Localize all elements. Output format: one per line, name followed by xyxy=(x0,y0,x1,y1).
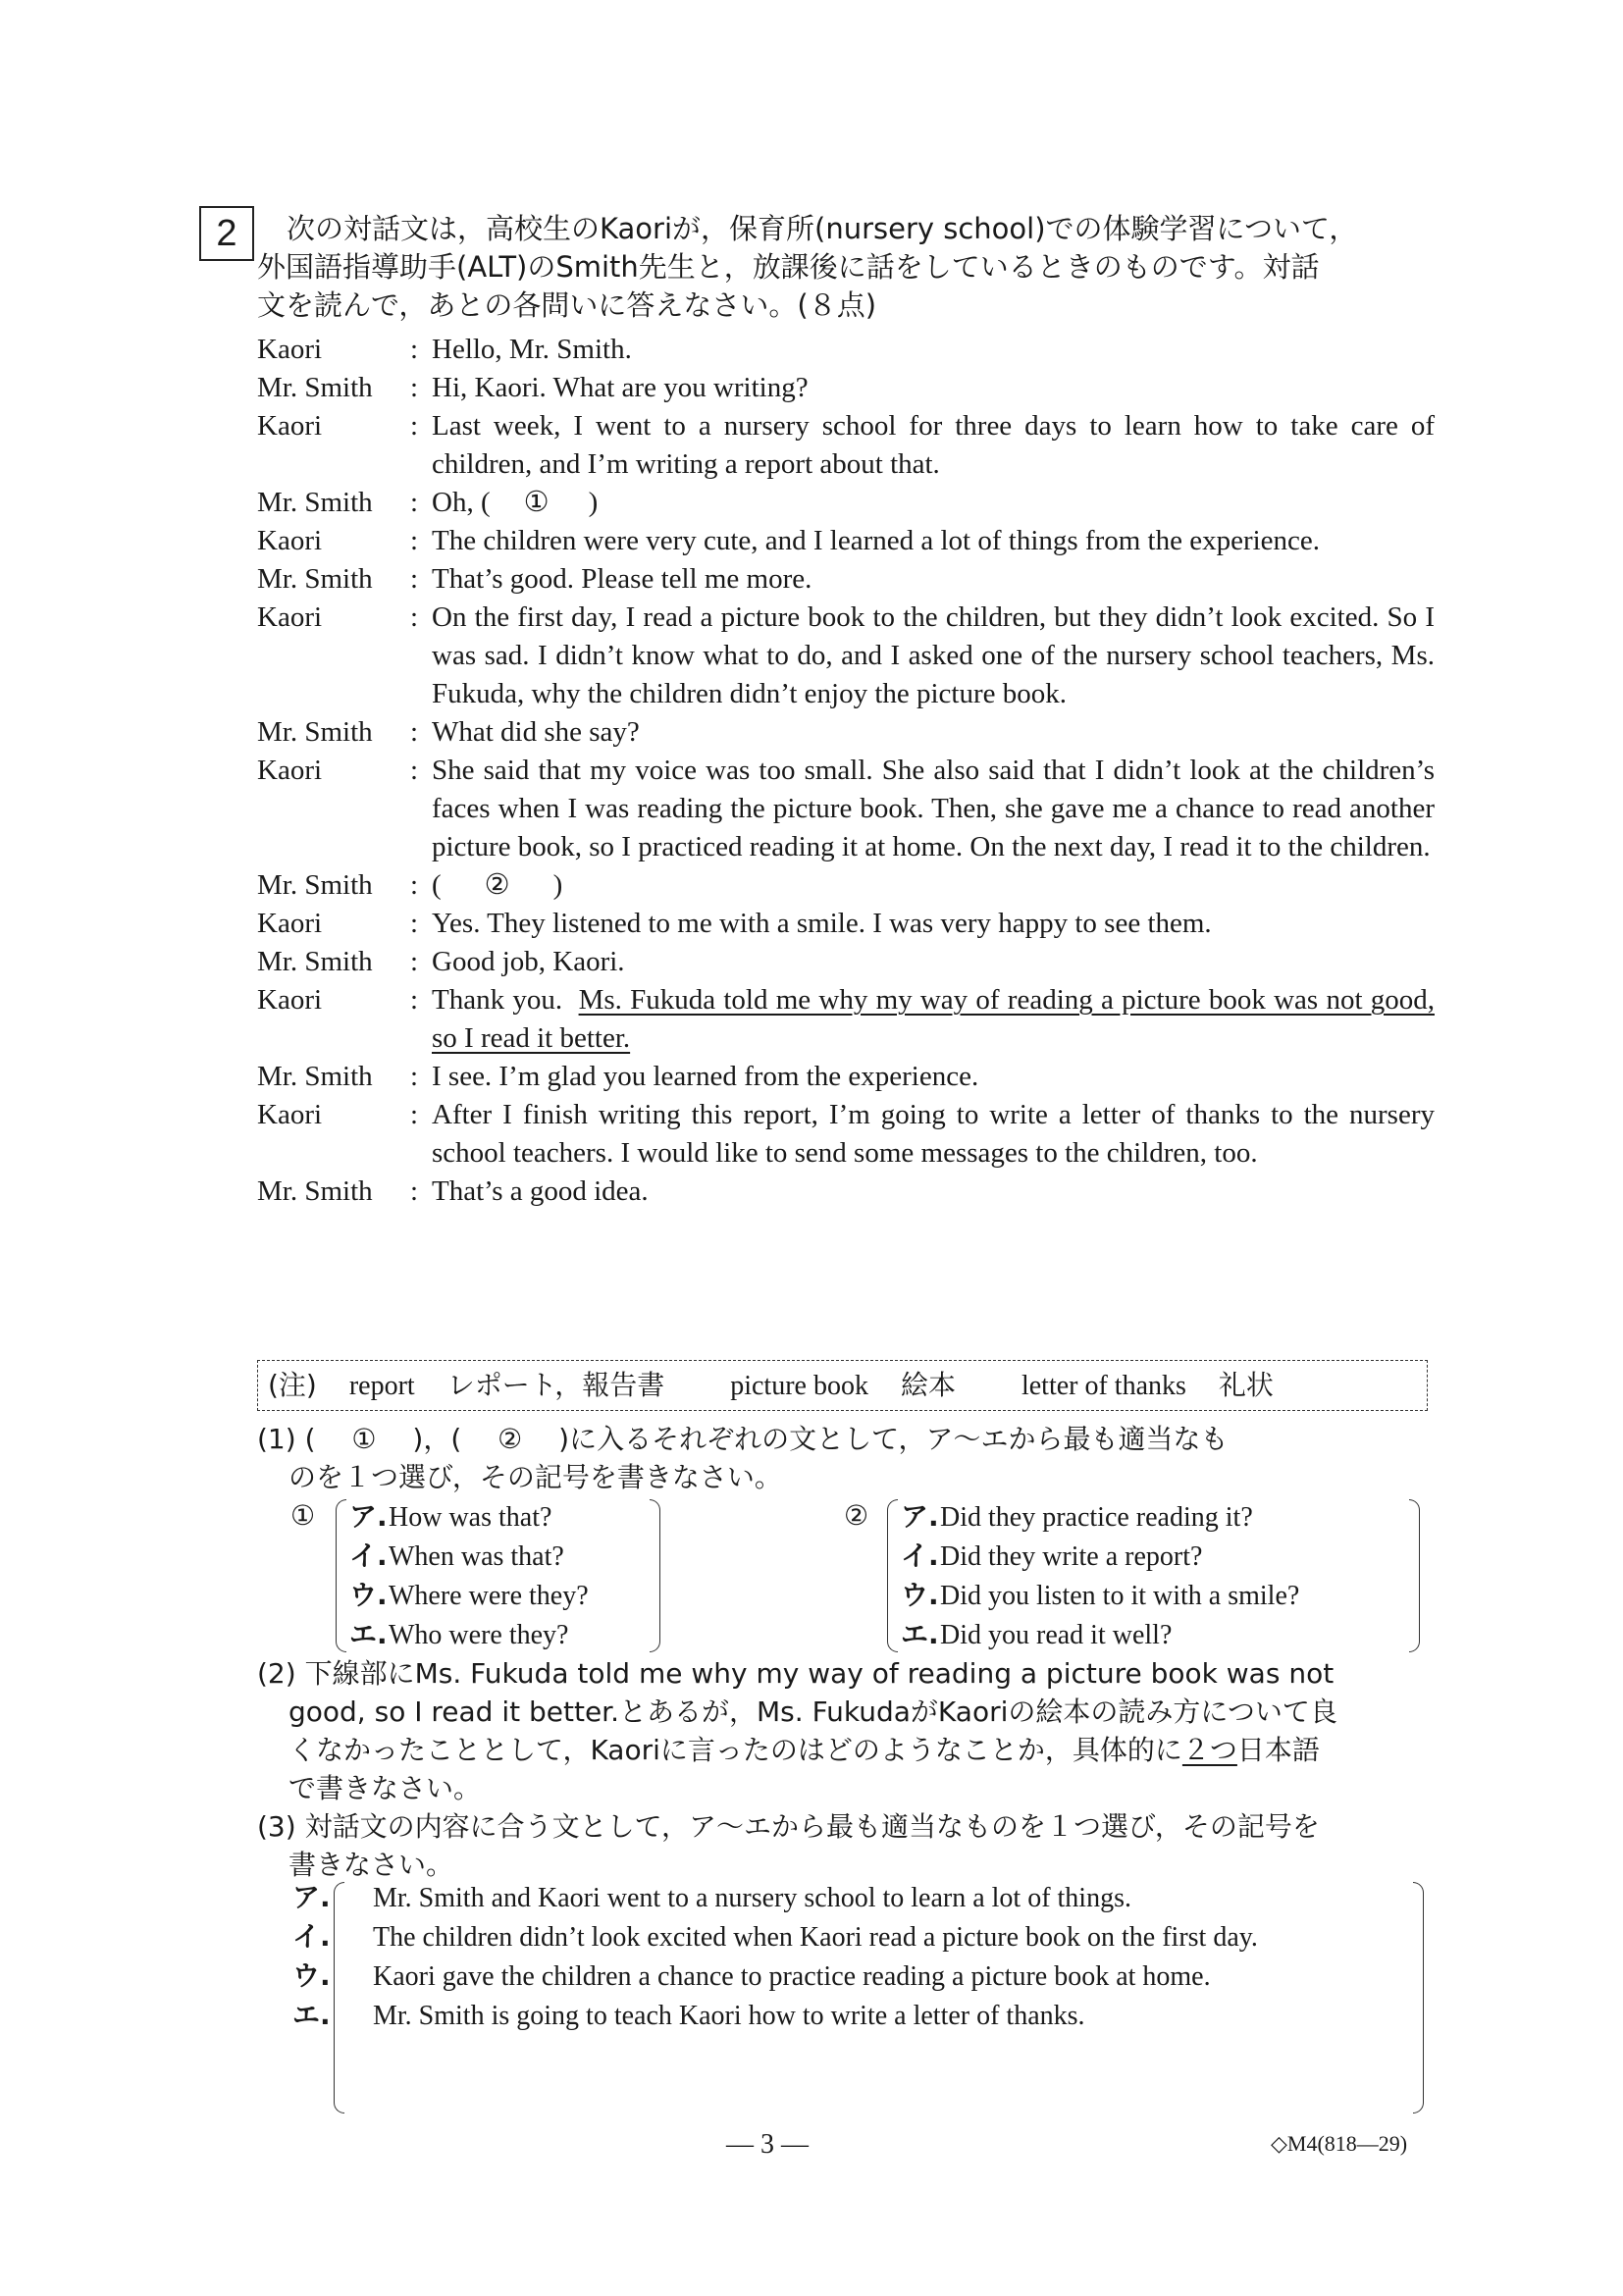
colon: : xyxy=(410,525,419,556)
option-u[interactable] xyxy=(292,1957,1428,1996)
option-text: Did they write a report? xyxy=(940,1541,1203,1572)
dialogue-turn xyxy=(257,905,1435,943)
question-2-text: くなかったこととして，Kaoriに言ったのはどのようなことか，具体的に xyxy=(288,1734,1182,1766)
option-marker: ア. xyxy=(349,1500,388,1533)
question-2-label: (2) xyxy=(257,1657,296,1690)
question-2 xyxy=(257,1654,1435,1807)
option-a[interactable] xyxy=(901,1497,1299,1537)
dialogue-turn xyxy=(257,331,1435,369)
option-e[interactable] xyxy=(349,1615,589,1654)
notes-label: (注) xyxy=(268,1369,317,1401)
dialogue-turn xyxy=(257,1096,1435,1173)
question-3-text xyxy=(257,1807,1435,1846)
colon: : xyxy=(410,869,419,901)
question-3-options xyxy=(292,1878,1428,2035)
speech: Hi, Kaori. What are you writing? xyxy=(432,372,809,403)
speech-text: ) xyxy=(552,869,563,901)
speech: I see. I’m glad you learned from the experience. xyxy=(432,1061,979,1092)
speech: Last week, I went to a nursery school for three days to learn how to take care of children, and I’m writing a report about that. xyxy=(432,410,1435,480)
colon: : xyxy=(410,1175,419,1207)
speech: Good job, Kaori. xyxy=(432,946,625,977)
question-number-box: 2 xyxy=(199,206,254,261)
option-marker: エ. xyxy=(349,1618,388,1650)
option-a[interactable] xyxy=(349,1497,589,1537)
speech xyxy=(432,484,1435,522)
bracket-left xyxy=(336,1499,346,1652)
option-marker: イ. xyxy=(901,1539,939,1572)
speech: Yes. They listened to me with a smile. I was very happy to see them. xyxy=(432,908,1212,939)
bracket-left xyxy=(887,1499,898,1652)
question-2-line: で書きなさい。 xyxy=(288,1772,482,1804)
dialogue-turn xyxy=(257,752,1435,866)
question-2-line: 下線部にMs. Fukuda told me why my way of reading a picture book was not xyxy=(304,1657,1335,1690)
option-text: The children didn’t look excited when Kaori read a picture book on the first day. xyxy=(373,1922,1258,1953)
speaker: Mr. Smith xyxy=(257,372,373,403)
speech-text: ) xyxy=(588,487,599,518)
option-text: Did they practice reading it? xyxy=(940,1502,1253,1533)
option-text: Mr. Smith and Kaori went to a nursery school to learn a lot of things. xyxy=(373,1883,1131,1913)
exam-code: ◇M4(818—29) xyxy=(1271,2131,1408,2156)
speech-text: Thank you. xyxy=(432,984,579,1016)
page-number: — 3 — xyxy=(726,2129,809,2160)
colon: : xyxy=(410,334,419,365)
options-list xyxy=(349,1497,589,1654)
dialogue-turn xyxy=(257,943,1435,981)
question-1 xyxy=(257,1420,1435,1496)
speaker: Kaori xyxy=(257,1099,323,1130)
speaker: Mr. Smith xyxy=(257,1061,373,1092)
speech: That’s good. Please tell me more. xyxy=(432,563,812,595)
choice-group-label: ② xyxy=(844,1501,869,1532)
option-marker: イ. xyxy=(292,1920,331,1953)
dialogue-turn xyxy=(257,522,1435,560)
speaker: Kaori xyxy=(257,334,323,365)
speech: That’s a good idea. xyxy=(432,1175,649,1207)
speech: Hello, Mr. Smith. xyxy=(432,334,632,365)
question-2-text: 日本語 xyxy=(1236,1734,1320,1766)
speaker: Kaori xyxy=(257,984,323,1016)
option-u[interactable] xyxy=(349,1576,589,1615)
question-1-line: ( ① )，( ② )に入るそれぞれの文として，ア～エから最も適当なも xyxy=(304,1423,1229,1455)
choice-group-1 xyxy=(290,1497,663,1654)
question-2-text xyxy=(257,1654,1435,1693)
question-2-line xyxy=(257,1731,1435,1769)
dialogue-turn xyxy=(257,866,1435,905)
colon: : xyxy=(410,1061,419,1092)
bracket-right xyxy=(650,1499,660,1652)
question-2-line: good, so I read it better.とあるが，Ms. FukudaがKaoriの絵本の読み方について良 xyxy=(288,1696,1337,1728)
dialogue-turn xyxy=(257,599,1435,713)
speech-text: Oh, ( xyxy=(432,487,491,518)
question-1-line: のを１つ選び，その記号を書きなさい。 xyxy=(288,1461,782,1493)
question-1-label: (1) xyxy=(257,1423,296,1455)
colon: : xyxy=(410,908,419,939)
option-e[interactable] xyxy=(901,1615,1299,1654)
note-term: letter of thanks xyxy=(1021,1371,1186,1401)
question-3-line: 対話文の内容に合う文として，ア～エから最も適当なものを１つ選び，その記号を xyxy=(304,1810,1320,1843)
colon: : xyxy=(410,755,419,786)
option-text: When was that? xyxy=(389,1541,564,1572)
option-marker: エ. xyxy=(901,1618,939,1650)
speaker: Mr. Smith xyxy=(257,487,373,518)
speaker: Mr. Smith xyxy=(257,716,373,748)
dialogue-turn xyxy=(257,560,1435,599)
question-1-text xyxy=(257,1420,1435,1458)
colon: : xyxy=(410,946,419,977)
option-marker: ウ. xyxy=(901,1579,939,1611)
intro-line: 次の対話文は，高校生のKaoriが，保育所(nursery school)での体験学習について， xyxy=(287,212,1358,245)
speaker: Mr. Smith xyxy=(257,1175,373,1207)
intro-line: 外国語指導助手(ALT)のSmith先生と，放課後に話をしているときのものです。対話 xyxy=(257,250,1320,284)
speech: After I finish writing this report, I’m going to write a letter of thanks to the nursery school teachers. I would like to send some messages to the children, too. xyxy=(432,1099,1435,1169)
option-marker: イ. xyxy=(349,1539,388,1572)
question-3-label: (3) xyxy=(257,1810,296,1843)
option-text: Where were they? xyxy=(389,1581,589,1611)
speech: The children were very cute, and I learned a lot of things from the experience. xyxy=(432,525,1321,556)
option-marker: ア. xyxy=(292,1881,331,1913)
dialogue xyxy=(257,331,1435,1211)
question-3-line: 書きなさい。 xyxy=(288,1849,454,1881)
speaker: Mr. Smith xyxy=(257,563,373,595)
choice-group-label: ① xyxy=(290,1501,316,1532)
options-list xyxy=(901,1497,1299,1654)
dialogue-turn xyxy=(257,1173,1435,1211)
dialogue-turn xyxy=(257,484,1435,522)
underlined-passage: Ms. Fukuda told me why my way of reading a picture book was not good, so I read it better. xyxy=(432,984,1435,1054)
colon: : xyxy=(410,563,419,595)
colon: : xyxy=(410,1099,419,1130)
speech xyxy=(432,981,1435,1058)
note-term: report xyxy=(348,1371,415,1401)
speech: On the first day, I read a picture book to the children, but they didn’t look excited. So I was sad. I didn’t know what to do, and I asked one of the nursery school teachers, Ms. Fukuda, why the children didn’t enjoy the picture book. xyxy=(432,601,1435,709)
dialogue-turn xyxy=(257,369,1435,407)
option-a[interactable] xyxy=(292,1878,1428,1917)
colon: : xyxy=(410,410,419,442)
speaker: Kaori xyxy=(257,525,323,556)
dialogue-turn xyxy=(257,713,1435,752)
intro-line: 文を読んで，あとの各問いに答えなさい。(８点) xyxy=(257,288,877,322)
option-text: Kaori gave the children a chance to practice reading a picture book at home. xyxy=(373,1961,1211,1992)
colon: : xyxy=(410,984,419,1016)
note-definition: 礼状 xyxy=(1218,1369,1274,1401)
option-u[interactable] xyxy=(901,1576,1299,1615)
speaker: Kaori xyxy=(257,908,323,939)
option-text: Did you listen to it with a smile? xyxy=(940,1581,1300,1611)
speaker: Kaori xyxy=(257,601,323,633)
note-definition: レポート，報告書 xyxy=(446,1369,665,1401)
option-text: Did you read it well? xyxy=(940,1620,1173,1650)
colon: : xyxy=(410,372,419,403)
note-definition: 絵本 xyxy=(900,1369,956,1401)
vocabulary-notes xyxy=(257,1360,1428,1411)
option-text: How was that? xyxy=(389,1502,552,1533)
answer-blank-2: ② xyxy=(484,869,510,901)
option-marker: ウ. xyxy=(292,1959,331,1992)
option-i[interactable] xyxy=(349,1537,589,1576)
speaker: Mr. Smith xyxy=(257,946,373,977)
dialogue-turn xyxy=(257,407,1435,484)
option-marker: ア. xyxy=(901,1500,939,1533)
question-instructions xyxy=(257,210,1435,325)
speech-text: ( xyxy=(432,869,442,901)
speaker: Mr. Smith xyxy=(257,869,373,901)
emphasized-count: ２つ xyxy=(1181,1734,1237,1766)
speaker: Kaori xyxy=(257,410,323,442)
option-text: Who were they? xyxy=(389,1620,569,1650)
speech xyxy=(432,866,1435,905)
note-term: picture book xyxy=(730,1371,868,1401)
option-i[interactable] xyxy=(292,1917,1428,1957)
speech: She said that my voice was too small. She also said that I didn’t look at the children’s faces when I was reading the picture book. Then, she gave me a chance to read another picture book, so I practiced reading it at home. On the next day, I read it to the children. xyxy=(432,755,1435,862)
option-e[interactable] xyxy=(292,1996,1428,2035)
colon: : xyxy=(410,601,419,633)
speech: What did she say? xyxy=(432,716,640,748)
dialogue-turn xyxy=(257,981,1435,1058)
option-i[interactable] xyxy=(901,1537,1299,1576)
answer-blank-1: ① xyxy=(523,487,550,518)
question-3 xyxy=(257,1807,1435,1884)
speaker: Kaori xyxy=(257,755,323,786)
option-marker: ウ. xyxy=(349,1579,388,1611)
colon: : xyxy=(410,487,419,518)
choice-group-2 xyxy=(844,1497,1423,1654)
dialogue-turn xyxy=(257,1058,1435,1096)
colon: : xyxy=(410,716,419,748)
option-marker: エ. xyxy=(292,1999,331,2031)
bracket-right xyxy=(1409,1499,1420,1652)
option-text: Mr. Smith is going to teach Kaori how to write a letter of thanks. xyxy=(373,2001,1085,2031)
